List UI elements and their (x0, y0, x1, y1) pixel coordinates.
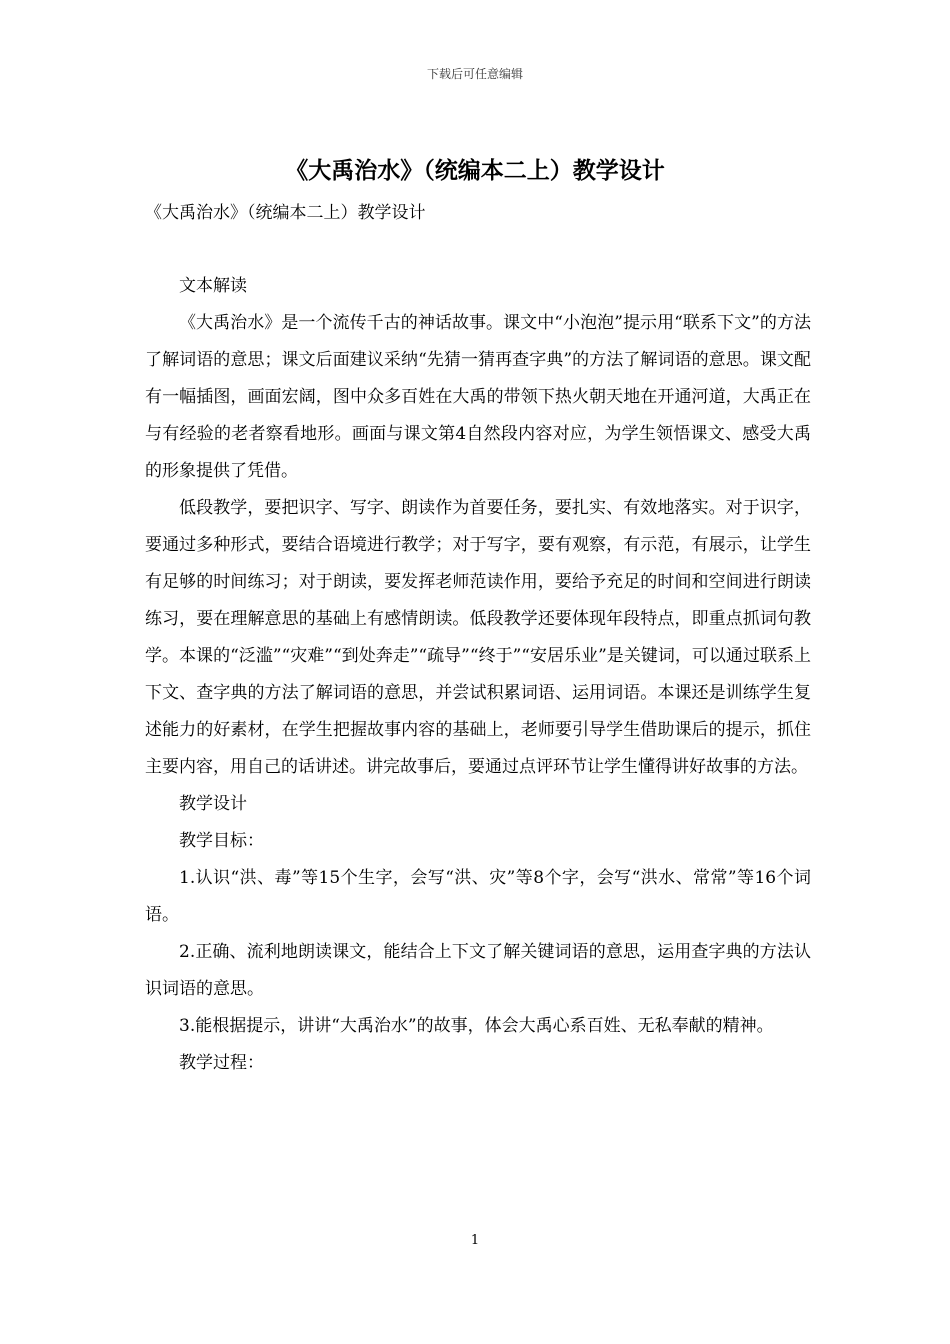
document-title: 《大禹治水》（统编本二上）教学设计 (285, 158, 665, 184)
goal-item-2: 2.正确、流利地朗读课文，能结合上下文了解关键词语的意思，运用查字典的方法认识词语的意思。 (145, 942, 811, 999)
page-header-note: 下载后可任意编辑 (426, 67, 523, 81)
document-subtitle: 《大禹治水》（统编本二上）教学设计 (145, 203, 426, 223)
paragraph-lower-grade-teaching: 低段教学，要把识字、写字、朗读作为首要任务，要扎实、有效地落实。对于识字，要通过多种形式，要结合语境进行教学；对于写字，要有观察，有示范，有展示，让学生有足够的时间练习；对于朗读，要发挥老师范读作用，要给予充足的时间和空间进行朗读练习，要在理解意思的基础上有感情朗读。低段教学还要体现年段特点，即重点抓词句教学。本课的“泛滥”“灾难”“到处奔走”“疏导”“终于”“安居乐业”是关键词，可以通过联系上下文、查字典的方法了解词语的意思，并尝试积累词语、运用词语。本课还是训练学生复述能力的好素材，在学生把握故事内容的基础上，老师要引导学生借助课后的提示，抓住主要内容，用自己的话讲述。讲完故事后，要通过点评环节让学生懂得讲好故事的方法。 (145, 498, 811, 777)
page-number: 1 (470, 1233, 480, 1248)
goal-item-1: 1.认识“洪、毒”等15个生字，会写“洪、灾”等8个字，会写“洪水、常常”等16个词语。 (145, 868, 811, 925)
section-heading-text-reading: 文本解读 (179, 276, 247, 296)
goal-item-3: 3.能根据提示，讲讲“大禹治水”的故事，体会大禹心系百姓、无私奉献的精神。 (179, 1016, 774, 1036)
section-heading-teaching-process: 教学过程： (179, 1053, 264, 1073)
document-body (145, 268, 811, 1082)
paragraph-text-reading-intro: 《大禹治水》是一个流传千古的神话故事。课文中“小泡泡”提示用“联系下文”的方法了解词语的意思；课文后面建议采纳“先猜一猜再查字典”的方法了解词语的意思。课文配有一幅插图，画面宏阔，图中众多百姓在大禹的带领下热火朝天地在开通河道，大禹正在与有经验的老者察看地形。画面与课文第4自然段内容对应，为学生领悟课文、感受大禹的形象提供了凭借。 (145, 313, 811, 481)
section-heading-teaching-design: 教学设计 (179, 794, 247, 814)
section-heading-teaching-goals: 教学目标： (179, 831, 264, 851)
